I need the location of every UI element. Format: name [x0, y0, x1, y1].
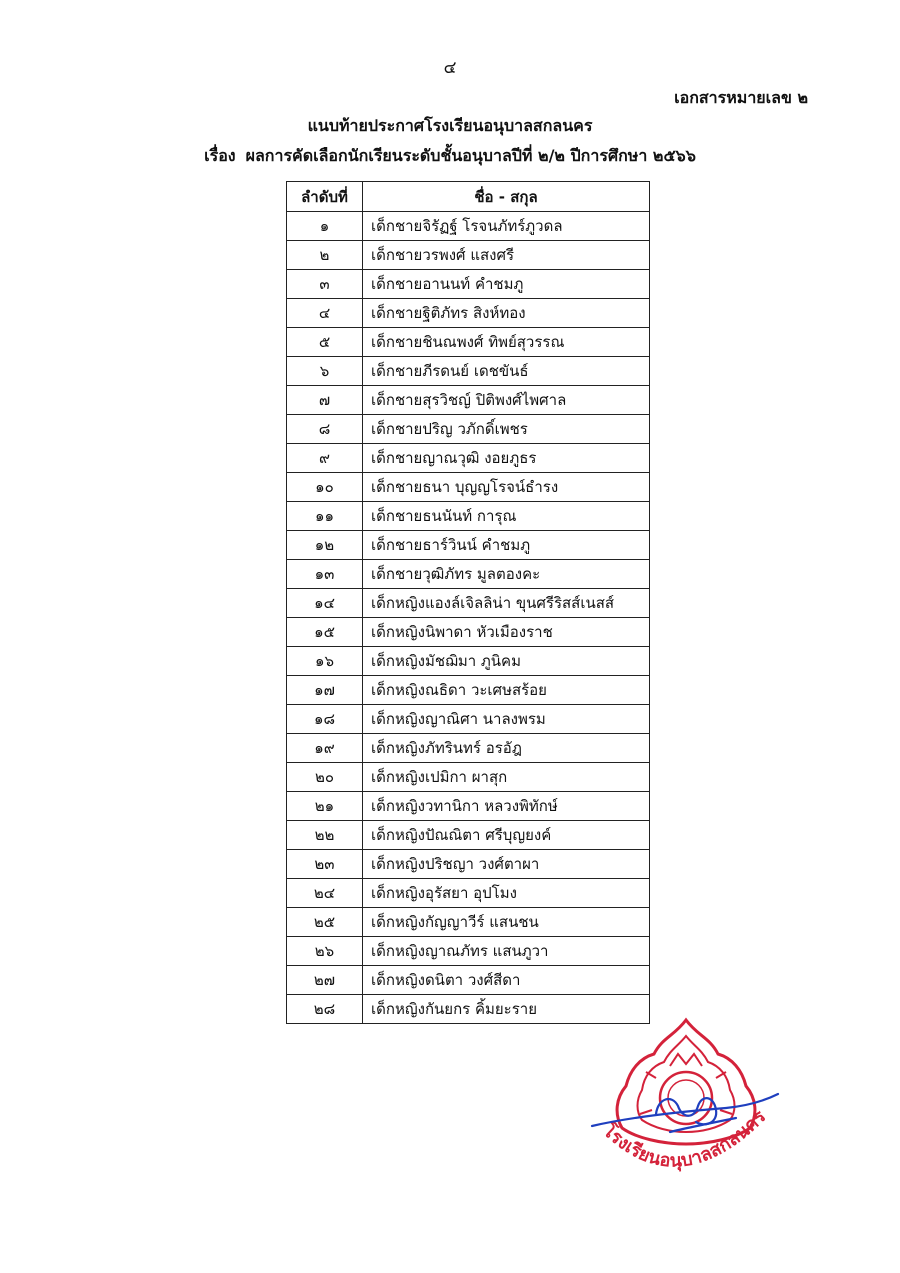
student-name: เด็กชายอานนท์ คำชมภู — [363, 270, 650, 299]
table-row — [287, 502, 650, 531]
student-name: เด็กหญิงภัทรินทร์ อรอัฎ — [363, 734, 650, 763]
table-row — [287, 763, 650, 792]
subject-line — [0, 144, 900, 169]
table-row — [287, 241, 650, 270]
row-number: ๒๑ — [287, 792, 363, 821]
student-name: เด็กชายชินณพงศ์ ทิพย์สุวรรณ — [363, 328, 650, 357]
student-name: เด็กหญิงดนิตา วงศ์สีดา — [363, 966, 650, 995]
student-name: เด็กหญิงปริชญา วงศ์ตาผา — [363, 850, 650, 879]
student-name: เด็กชายวุฒิภัทร มูลตองคะ — [363, 560, 650, 589]
school-seal-stamp — [586, 1014, 786, 1204]
row-number: ๒๕ — [287, 908, 363, 937]
row-number: ๒๔ — [287, 879, 363, 908]
student-name: เด็กชายธนา บุญญโรจน์ธำรง — [363, 473, 650, 502]
table-row — [287, 299, 650, 328]
table-row — [287, 270, 650, 299]
table-row — [287, 415, 650, 444]
row-number: ๑๘ — [287, 705, 363, 734]
student-name: เด็กหญิงกันยกร คิ้มยะราย — [363, 995, 650, 1024]
row-number: ๙ — [287, 444, 363, 473]
table-row — [287, 328, 650, 357]
student-name: เด็กหญิงญาณภัทร แสนภูวา — [363, 937, 650, 966]
row-number: ๑๙ — [287, 734, 363, 763]
row-number: ๑๖ — [287, 647, 363, 676]
row-number: ๖ — [287, 357, 363, 386]
row-number: ๒๐ — [287, 763, 363, 792]
student-name: เด็กหญิงเปมิกา ผาสุก — [363, 763, 650, 792]
student-name: เด็กชายญาณวุฒิ งอยภูธร — [363, 444, 650, 473]
student-name: เด็กชายปริญ วภักดิ์เพชร — [363, 415, 650, 444]
table-header-row — [287, 182, 650, 212]
results-table — [286, 181, 650, 1024]
table-row — [287, 937, 650, 966]
table-row — [287, 792, 650, 821]
student-name: เด็กชายฐิติภัทร สิงห์ทอง — [363, 299, 650, 328]
page-title: แนบท้ายประกาศโรงเรียนอนุบาลสกลนคร — [307, 116, 593, 135]
table-row — [287, 386, 650, 415]
column-header-number: ลำดับที่ — [287, 182, 363, 212]
row-number: ๔ — [287, 299, 363, 328]
table-row — [287, 676, 650, 705]
student-name: เด็กหญิงณธิดา วะเศษสร้อย — [363, 676, 650, 705]
row-number: ๒๘ — [287, 995, 363, 1024]
table-row — [287, 560, 650, 589]
row-number: ๕ — [287, 328, 363, 357]
seal-text: โรงเรียนอนุบาลสกลนคร — [598, 1106, 771, 1172]
table-row — [287, 618, 650, 647]
table-row — [287, 357, 650, 386]
row-number: ๑๗ — [287, 676, 363, 705]
row-number: ๑๓ — [287, 560, 363, 589]
table-body — [287, 212, 650, 1024]
subject-text: ผลการคัดเลือกนักเรียนระดับชั้นอนุบาลปีที่ ๒/๒ ปีการศึกษา ๒๕๖๖ — [245, 146, 696, 165]
student-name: เด็กหญิงปัณณิตา ศรีบุญยงค์ — [363, 821, 650, 850]
student-name: เด็กชายธาร์วินน์ คำชมภู — [363, 531, 650, 560]
table-row — [287, 647, 650, 676]
student-name: เด็กหญิงนิพาดา หัวเมืองราช — [363, 618, 650, 647]
student-name: เด็กหญิงแองล์เจิลลิน่า ขุนศรีริสส์เนสส์ — [363, 589, 650, 618]
table-row — [287, 850, 650, 879]
student-name: เด็กหญิงอุรัสยา อุปโมง — [363, 879, 650, 908]
table-row — [287, 879, 650, 908]
row-number: ๓ — [287, 270, 363, 299]
page-number: ๔ — [443, 58, 457, 78]
student-name: เด็กชายธนนันท์ การุณ — [363, 502, 650, 531]
row-number: ๑๐ — [287, 473, 363, 502]
table-row — [287, 473, 650, 502]
row-number: ๑๕ — [287, 618, 363, 647]
table-row — [287, 966, 650, 995]
document-reference: เอกสารหมายเลข ๒ — [674, 88, 808, 107]
table-row — [287, 908, 650, 937]
student-name: เด็กหญิงวทานิกา หลวงพิทักษ์ — [363, 792, 650, 821]
row-number: ๒๖ — [287, 937, 363, 966]
student-name: เด็กชายภีรดนย์ เดชขันธ์ — [363, 357, 650, 386]
row-number: ๒๓ — [287, 850, 363, 879]
student-name: เด็กหญิงญาณิศา นาลงพรม — [363, 705, 650, 734]
row-number: ๑๑ — [287, 502, 363, 531]
subject-label: เรื่อง — [204, 146, 236, 165]
table-row — [287, 589, 650, 618]
row-number: ๑๒ — [287, 531, 363, 560]
table-row — [287, 734, 650, 763]
row-number: ๘ — [287, 415, 363, 444]
column-header-name: ชื่อ - สกุล — [363, 182, 650, 212]
row-number: ๑ — [287, 212, 363, 241]
table-row — [287, 444, 650, 473]
student-name: เด็กหญิงกัญญาวีร์ แสนชน — [363, 908, 650, 937]
table-row — [287, 821, 650, 850]
row-number: ๒ — [287, 241, 363, 270]
table-row — [287, 705, 650, 734]
row-number: ๒๗ — [287, 966, 363, 995]
student-name: เด็กชายจิรัฏฐ์ โรจนภัทร์ภูวดล — [363, 212, 650, 241]
student-name: เด็กหญิงมัชฌิมา ภูนิคม — [363, 647, 650, 676]
student-name: เด็กชายวรพงศ์ แสงศรี — [363, 241, 650, 270]
table-row — [287, 531, 650, 560]
row-number: ๑๔ — [287, 589, 363, 618]
student-name: เด็กชายสุรวิชญ์ ปิติพงศ์ไพศาล — [363, 386, 650, 415]
seal-emblem — [617, 1020, 755, 1144]
table-row — [287, 212, 650, 241]
row-number: ๗ — [287, 386, 363, 415]
row-number: ๒๒ — [287, 821, 363, 850]
